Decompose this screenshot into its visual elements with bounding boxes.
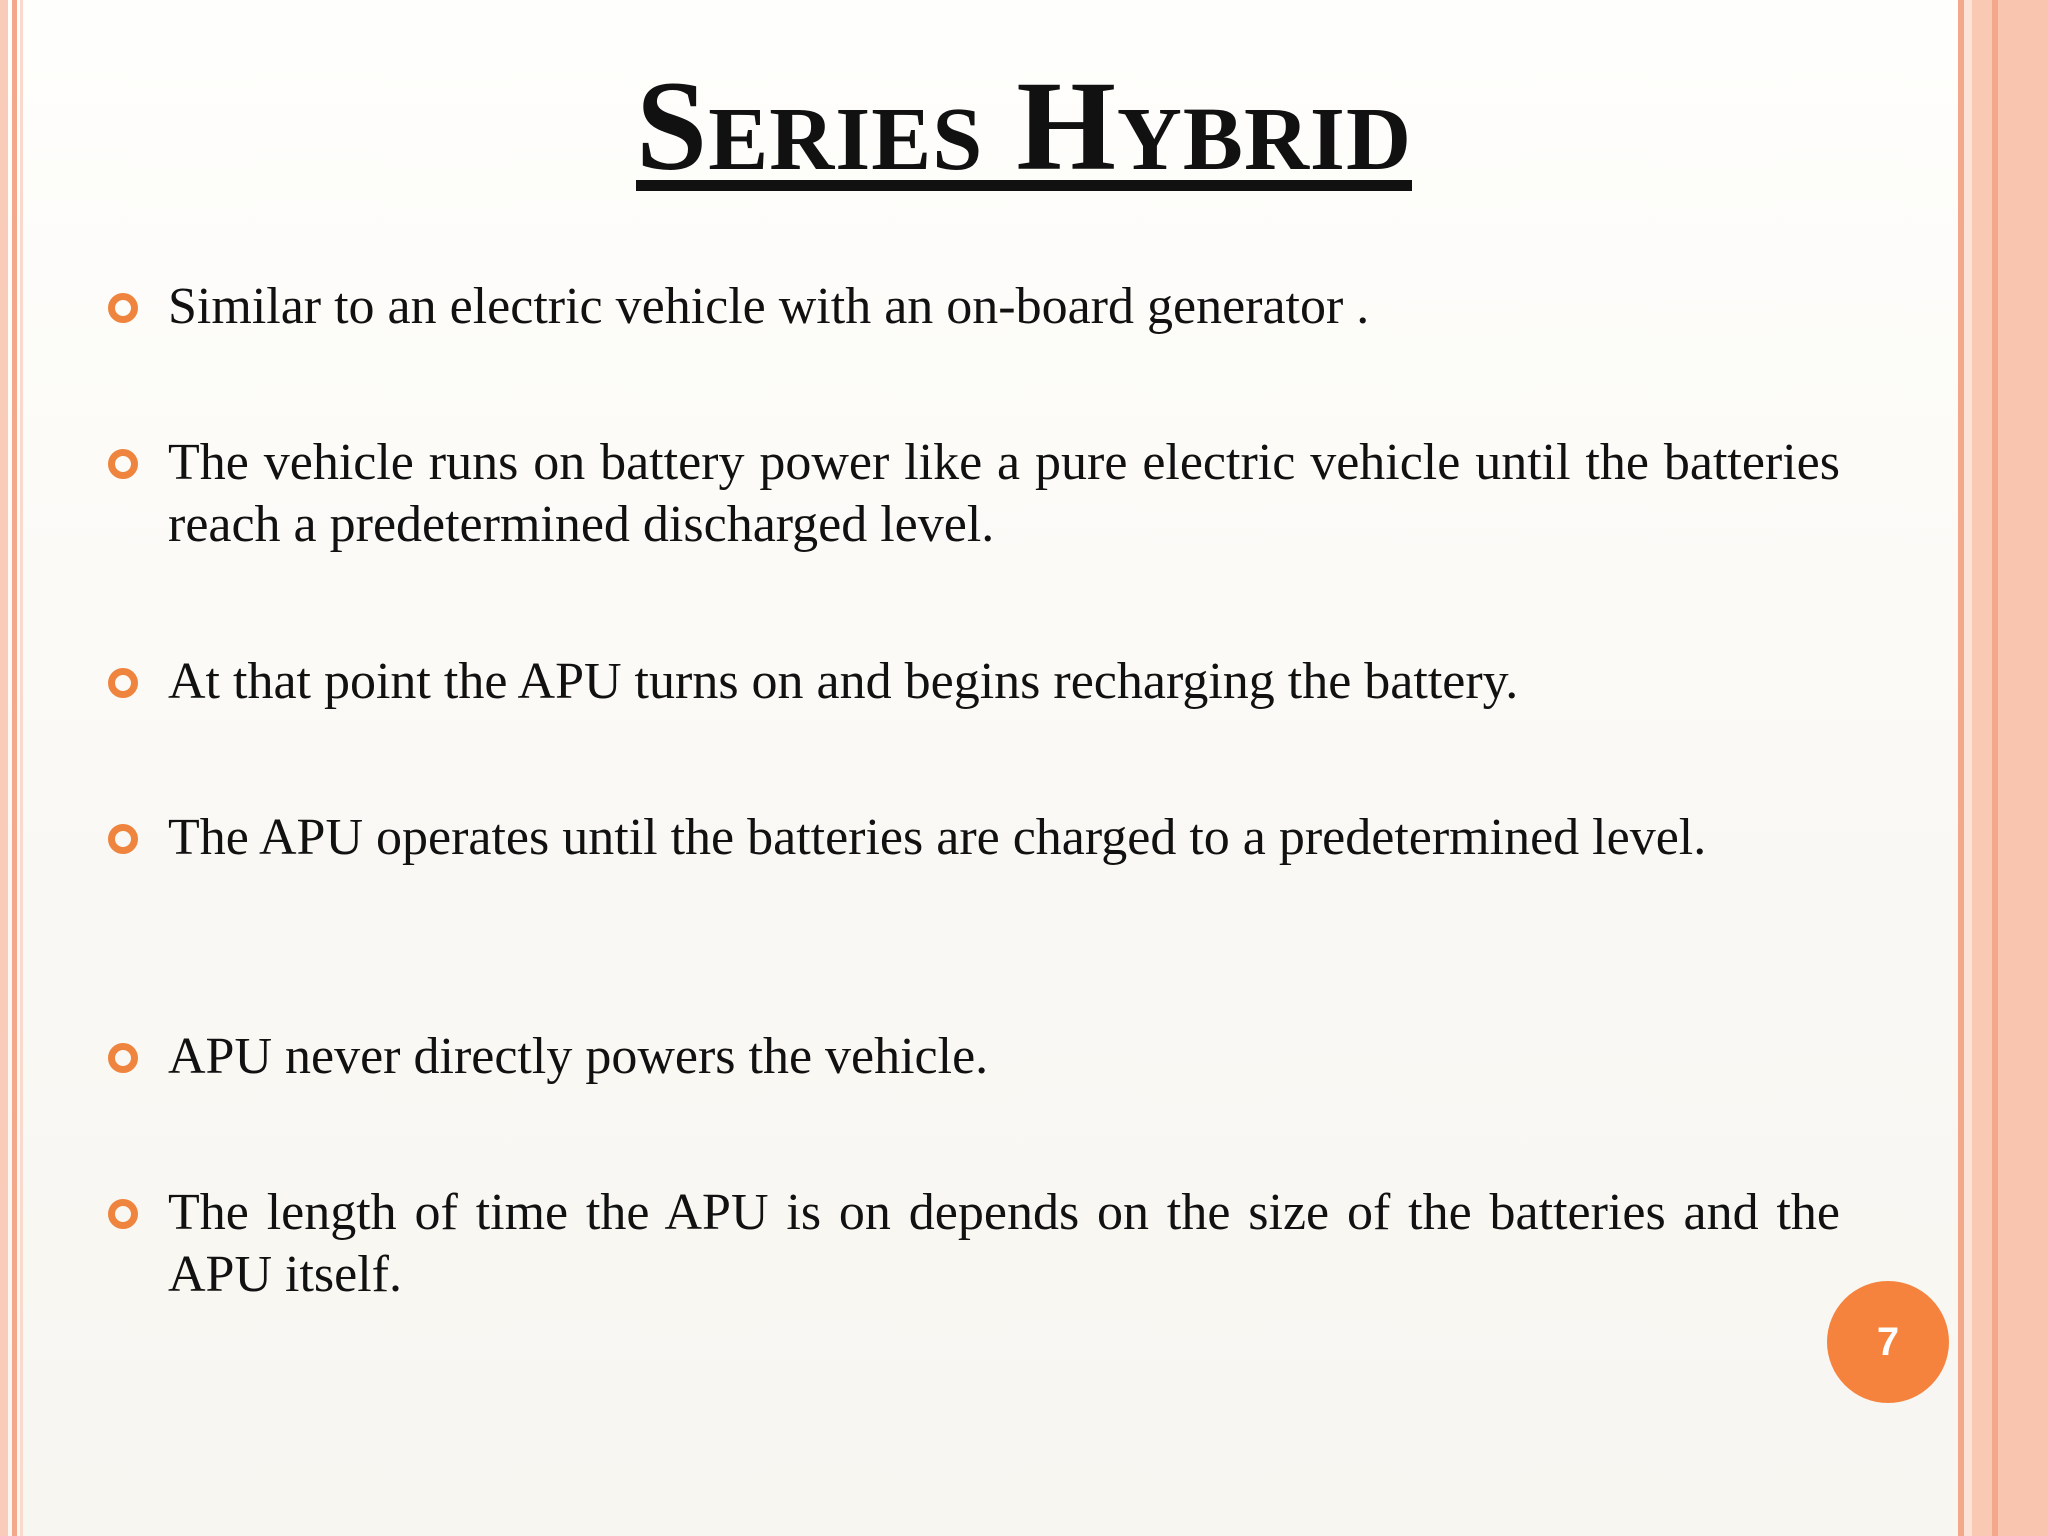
hollow-circle-bullet-icon [108,449,138,479]
page-number-badge [1827,1281,1949,1403]
hollow-circle-bullet-icon [108,824,138,854]
bullet-item: APU never directly powers the vehicle. [168,1028,989,1085]
hollow-circle-bullet-icon [108,668,138,698]
hollow-circle-bullet-icon [108,293,138,323]
hollow-circle-bullet-icon [108,1043,138,1073]
page-number: 7 [1876,1319,1900,1364]
bullet-item: The APU operates until the batteries are charged to a predetermined level. [168,809,1707,866]
slide-title-text: Series Hybrid [636,55,1412,197]
hollow-circle-bullet-icon [108,1199,138,1229]
bullet-item: The vehicle runs on battery power like a pure electric vehicle until the batteries reach a predetermined discharged level. [168,434,1840,553]
bullet-item: Similar to an electric vehicle with an on-board generator . [168,278,1370,335]
bullet-item: The length of time the APU is on depends on the size of the batteries and the APU itself. [168,1184,1840,1303]
bullet-item: At that point the APU turns on and begins recharging the battery. [168,653,1519,710]
